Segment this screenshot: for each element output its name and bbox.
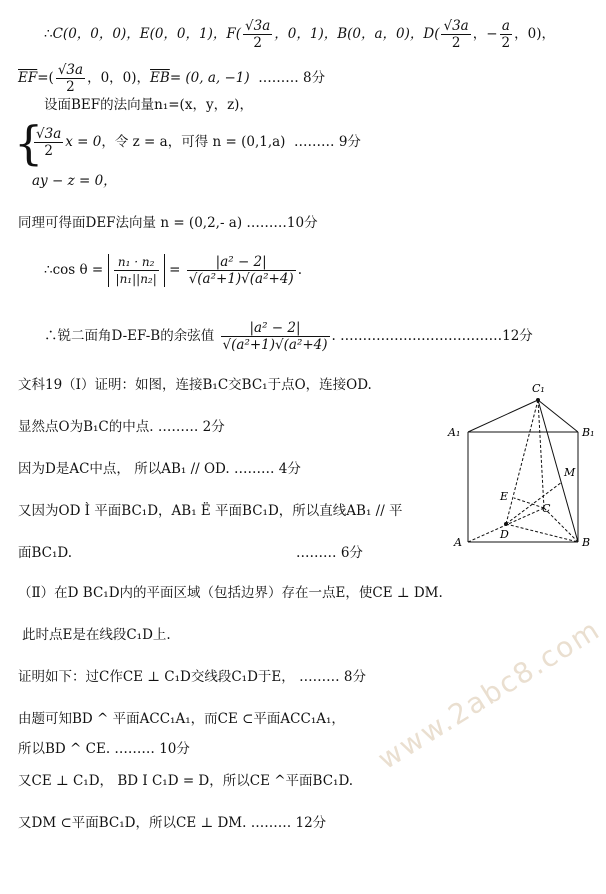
fraction-denominator: √(a²+1)√(a²+4) <box>188 271 294 287</box>
label-c1: C₁ <box>532 382 545 395</box>
label-b1: B₁ <box>582 426 595 439</box>
edge-c1-c <box>538 400 544 508</box>
therefore-symbol: ∴ <box>44 26 53 42</box>
score-note: ……… 8分 <box>299 669 366 685</box>
watermark: www.2abc8.com <box>372 612 606 776</box>
fraction <box>243 18 272 51</box>
equals: = <box>169 262 181 278</box>
edge-d-b <box>506 524 578 542</box>
coord-text-1: C(0，0，0)，E(0，0，1)，F( <box>52 26 242 42</box>
proof-step-text: 证明如下：过C作CE ⊥ C₁D交线段C₁D于E， <box>18 669 295 685</box>
label-e: E <box>500 490 509 503</box>
plane-end-text: 面BC₁D. <box>18 545 73 561</box>
separator: ，− <box>472 26 498 42</box>
bd-perp-line: 由题可知BD ^ 平面ACC₁A₁，而CE ⊂平面ACC₁A₁， <box>18 711 345 727</box>
coord-text-3: ，0)， <box>514 26 555 42</box>
label-d: D <box>500 528 509 541</box>
vector-rest: ，0，0)， <box>87 70 151 86</box>
score-note: ……… 12分 <box>250 815 327 831</box>
edge-d-m <box>506 482 562 524</box>
cosine-lead: ∴锐二面角D-EF-B的余弦值 <box>44 328 215 344</box>
fraction-denominator: 2 <box>44 143 53 159</box>
label-m: M <box>564 466 576 479</box>
score-note: . ………………………………12分 <box>331 328 533 344</box>
score-note: ………10分 <box>246 215 318 231</box>
label-b: B <box>582 536 591 549</box>
def-normal-line <box>18 214 318 232</box>
plane-line-end <box>18 544 363 562</box>
conclusion-text: 又DM ⊂平面BC₁D，所以CE ⊥ DM. <box>18 815 247 831</box>
left-brace: { <box>14 116 44 170</box>
point-e-line: 此时点E是在线段C₁D上. <box>22 627 171 643</box>
cos-lead: ∴cos θ = <box>44 262 104 278</box>
system-eq2: ay − z = 0， <box>32 173 117 189</box>
bd-ce-line <box>18 740 190 758</box>
plane-line: 又因为OD Ì 平面BC₁D，AB₁ Ë 平面BC₁D，所以直线AB₁ // 平 <box>18 503 403 519</box>
vector-eb: $\overline{EB}$ <box>150 70 170 86</box>
system-mid-text: ，令 z = a，可得 n = (0,1,a) <box>101 134 286 150</box>
cos-line <box>44 254 302 287</box>
def-normal-text: 同理可得面DEF法向量 n = (0,2,- a) <box>18 215 243 231</box>
proof-step-line <box>18 668 366 686</box>
fraction-numerator: |a² − 2| <box>187 254 296 271</box>
ce-perp-line: 又CE ⊥ C₁D， BD I C₁D = D，所以CE ^平面BC₁D. <box>18 773 354 789</box>
period: . <box>297 262 302 278</box>
equals: =( <box>37 70 54 86</box>
fraction <box>34 126 63 159</box>
score-note: ……… 9分 <box>294 134 361 150</box>
part2-statement: （Ⅱ）在D BC₁D内的平面区域（包括边界）存在一点E，使CE ⊥ DM. <box>18 585 443 601</box>
vector-eb-value: = (0, a, −1) <box>169 70 250 86</box>
prism-figure <box>438 378 604 558</box>
edge-c1-b1 <box>538 400 578 432</box>
fraction-denominator: 2 <box>253 35 262 51</box>
edge-c1-d <box>506 400 538 524</box>
bd-ce-text: 所以BD ^ CE. <box>18 741 111 757</box>
fraction <box>56 62 85 95</box>
midpoint-text: 显然点O为B₁C的中点. <box>18 419 154 435</box>
fraction-denominator: 2 <box>451 35 461 51</box>
label-c: C <box>542 502 551 515</box>
fraction-numerator: a <box>500 18 513 35</box>
fraction <box>187 254 296 287</box>
cosine-value-line <box>44 320 533 353</box>
cos-fraction-abs <box>108 254 165 287</box>
coordinates-line <box>44 18 555 51</box>
label-a: A <box>454 536 462 549</box>
parallel-text: 因为D是AC中点， 所以AB₁ // OD. <box>18 461 230 477</box>
midpoint-line <box>18 418 225 436</box>
fraction-numerator: n₁ · n₂ <box>114 254 159 271</box>
fraction-denominator: |n₁||n₂| <box>115 272 157 286</box>
vector-ef: $\overline{EF}$ <box>18 70 38 86</box>
fraction-numerator: √3a <box>57 62 84 78</box>
normal-vector-line: 设面BEF的法向量n₁=(x，y，z)， <box>44 97 253 113</box>
fraction-numerator: √3a <box>36 126 62 142</box>
fraction-denominator: 2 <box>501 35 511 51</box>
point-c1 <box>536 398 540 402</box>
parallel-line <box>18 460 301 478</box>
eq1-rest: x = 0 <box>65 134 102 150</box>
proof-intro: 文科19（I）证明：如图，连接B₁C交BC₁于点O，连接OD. <box>18 377 372 393</box>
system-eq1 <box>32 126 361 159</box>
conclusion-line <box>18 814 326 832</box>
edge-a1-c1 <box>468 400 538 432</box>
fraction <box>221 320 330 353</box>
score-note: ……… 4分 <box>233 461 301 477</box>
score-note: ……… 6分 <box>296 545 363 561</box>
score-note: ……… 8分 <box>258 70 326 86</box>
fraction <box>441 18 470 51</box>
label-a1: A₁ <box>448 426 461 439</box>
fraction-numerator: √3a <box>245 18 271 34</box>
fraction-denominator: √(a²+1)√(a²+4) <box>222 337 328 353</box>
fraction-denominator: 2 <box>66 79 75 95</box>
fraction-numerator: |a² − 2| <box>221 320 330 337</box>
coord-text-2: ，0，1)，B(0，a，0)，D( <box>274 26 440 42</box>
score-note: ……… 2分 <box>157 419 225 435</box>
fraction <box>114 254 159 287</box>
fraction-numerator: √3a <box>443 18 469 34</box>
score-note: ……… 10分 <box>114 741 190 757</box>
fraction <box>500 18 513 51</box>
vectors-line <box>18 62 325 95</box>
point-d <box>504 522 508 526</box>
